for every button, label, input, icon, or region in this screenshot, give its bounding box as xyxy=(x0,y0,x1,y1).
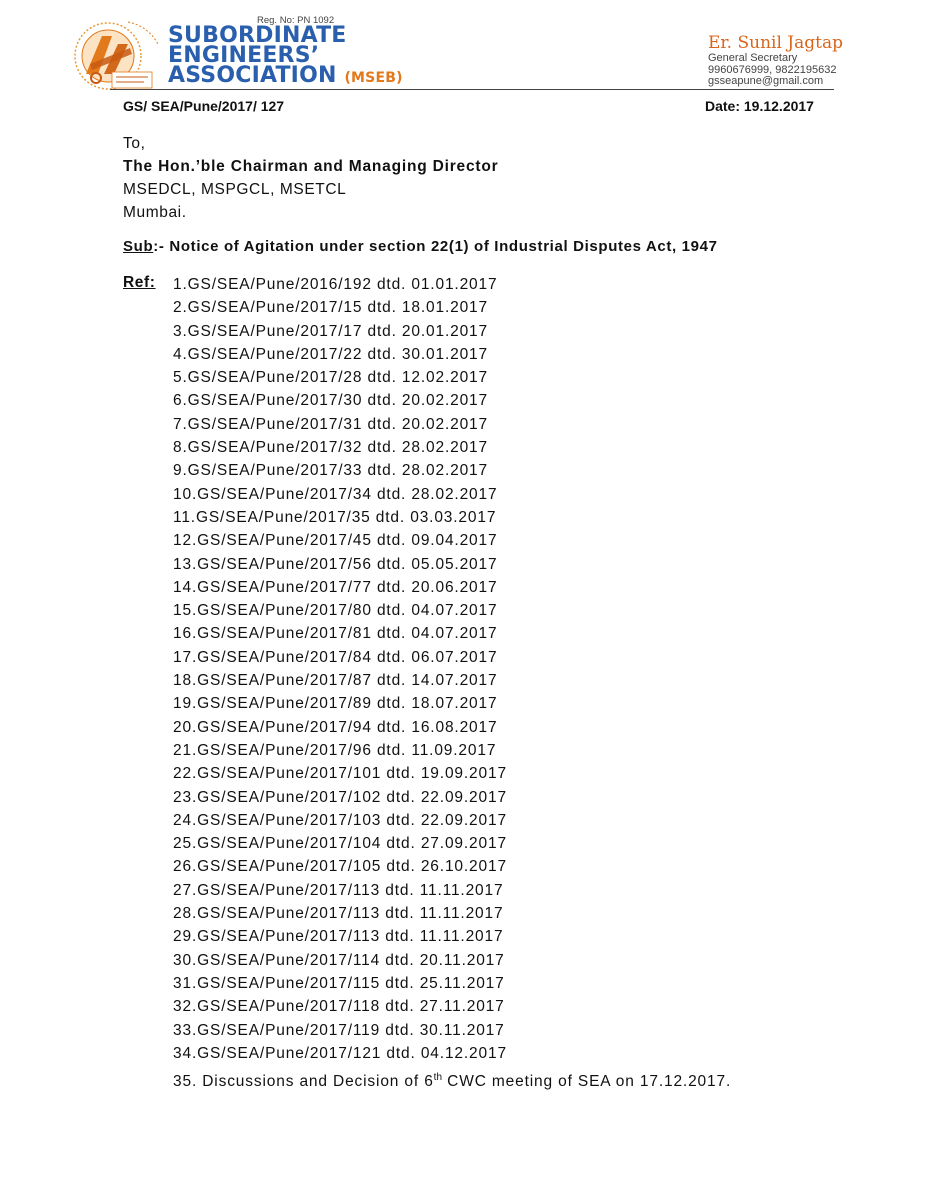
references-label: Ref: xyxy=(123,274,156,291)
organization-name xyxy=(168,23,403,88)
header-divider xyxy=(110,89,834,90)
signatory-block xyxy=(708,33,843,88)
companies: MSEDCL, MSPGCL, MSETCL xyxy=(123,181,347,198)
reference-item: 8.GS/SEA/Pune/2017/32 dtd. 28.02.2017 xyxy=(173,439,488,457)
reference-item: 7.GS/SEA/Pune/2017/31 dtd. 20.02.2017 xyxy=(173,415,488,433)
signatory-title: General Secretary xyxy=(708,52,798,64)
final-reference xyxy=(173,1066,731,1093)
address-block xyxy=(123,132,498,224)
org-suffix: (MSEB) xyxy=(344,70,403,86)
signatory-phones: 9960676999, 9822195632 xyxy=(708,63,837,76)
final-reference-text-end: CWC meeting of SEA on 17.12.2017. xyxy=(442,1073,732,1091)
salutation: To, xyxy=(123,135,146,152)
reference-item: 6.GS/SEA/Pune/2017/30 dtd. 20.02.2017 xyxy=(173,392,488,410)
reference-item: 25.GS/SEA/Pune/2017/104 dtd. 27.09.2017 xyxy=(173,835,507,853)
reference-item: 12.GS/SEA/Pune/2017/45 dtd. 09.04.2017 xyxy=(173,532,498,550)
reference-item: 10.GS/SEA/Pune/2017/34 dtd. 28.02.2017 xyxy=(173,485,498,503)
org-name-line3 xyxy=(168,63,403,88)
references-list xyxy=(173,273,507,1065)
reference-item: 2.GS/SEA/Pune/2017/15 dtd. 18.01.2017 xyxy=(173,299,488,317)
reference-item: 1.GS/SEA/Pune/2016/192 dtd. 01.01.2017 xyxy=(173,276,498,293)
reference-item: 9.GS/SEA/Pune/2017/33 dtd. 28.02.2017 xyxy=(173,462,488,480)
reference-item: 20.GS/SEA/Pune/2017/94 dtd. 16.08.2017 xyxy=(173,718,498,736)
reference-item: 32.GS/SEA/Pune/2017/118 dtd. 27.11.2017 xyxy=(173,998,505,1016)
reference-item: 5.GS/SEA/Pune/2017/28 dtd. 12.02.2017 xyxy=(173,369,488,387)
subject-label: Sub xyxy=(123,238,154,255)
reference-item: 13.GS/SEA/Pune/2017/56 dtd. 05.05.2017 xyxy=(173,555,498,573)
subject-line xyxy=(123,238,718,255)
reference-item: 24.GS/SEA/Pune/2017/103 dtd. 22.09.2017 xyxy=(173,811,507,829)
reference-item: 33.GS/SEA/Pune/2017/119 dtd. 30.11.2017 xyxy=(173,1021,505,1039)
reference-item: 31.GS/SEA/Pune/2017/115 dtd. 25.11.2017 xyxy=(173,974,505,992)
reference-item: 11.GS/SEA/Pune/2017/35 dtd. 03.03.2017 xyxy=(173,508,497,526)
registration-number: Reg. No: PN 1092 xyxy=(257,15,335,26)
reference-item: 21.GS/SEA/Pune/2017/96 dtd. 11.09.2017 xyxy=(173,741,497,759)
reference-item: 4.GS/SEA/Pune/2017/22 dtd. 30.01.2017 xyxy=(173,345,488,363)
reference-item: 19.GS/SEA/Pune/2017/89 dtd. 18.07.2017 xyxy=(173,695,498,713)
city: Mumbai. xyxy=(123,204,187,221)
reference-item: 14.GS/SEA/Pune/2017/77 dtd. 20.06.2017 xyxy=(173,578,498,596)
reference-item: 18.GS/SEA/Pune/2017/87 dtd. 14.07.2017 xyxy=(173,672,498,690)
reference-item: 17.GS/SEA/Pune/2017/84 dtd. 06.07.2017 xyxy=(173,648,498,666)
subject-text: :- Notice of Agitation under section 22(1) of Industrial Disputes Act, 1947 xyxy=(153,238,718,255)
org-name-line1: SUBORDINATE xyxy=(168,23,347,48)
final-reference-sup: th xyxy=(433,1072,443,1083)
reference-number: GS/ SEA/Pune/2017/ 127 xyxy=(123,98,285,114)
reference-item: 23.GS/SEA/Pune/2017/102 dtd. 22.09.2017 xyxy=(173,788,507,806)
reference-item: 15.GS/SEA/Pune/2017/80 dtd. 04.07.2017 xyxy=(173,602,498,620)
letterhead xyxy=(0,0,931,100)
reference-item: 16.GS/SEA/Pune/2017/81 dtd. 04.07.2017 xyxy=(173,625,498,643)
reference-item: 22.GS/SEA/Pune/2017/101 dtd. 19.09.2017 xyxy=(173,765,507,783)
reference-item: 26.GS/SEA/Pune/2017/105 dtd. 26.10.2017 xyxy=(173,858,507,876)
final-reference-text: 35. Discussions and Decision of 6 xyxy=(173,1073,434,1091)
reference-item: 3.GS/SEA/Pune/2017/17 dtd. 20.01.2017 xyxy=(173,322,488,340)
signatory-name: Er. Sunil Jagtap xyxy=(708,33,843,53)
reference-item: 27.GS/SEA/Pune/2017/113 dtd. 11.11.2017 xyxy=(173,881,504,899)
reference-item: 29.GS/SEA/Pune/2017/113 dtd. 11.11.2017 xyxy=(173,928,504,946)
association-logo-icon xyxy=(68,14,168,94)
letter-date: Date: 19.12.2017 xyxy=(705,98,814,114)
signatory-email: gsseapune@gmail.com xyxy=(708,75,824,87)
org-name-line2: ENGINEERS’ xyxy=(168,43,320,68)
reference-item: 28.GS/SEA/Pune/2017/113 dtd. 11.11.2017 xyxy=(173,905,504,923)
reference-item: 34.GS/SEA/Pune/2017/121 dtd. 04.12.2017 xyxy=(173,1044,507,1062)
org-name-line3-text: ASSOCIATION xyxy=(168,63,337,88)
addressee: The Hon.’ble Chairman and Managing Director xyxy=(123,158,499,175)
reference-item: 30.GS/SEA/Pune/2017/114 dtd. 20.11.2017 xyxy=(173,951,505,969)
